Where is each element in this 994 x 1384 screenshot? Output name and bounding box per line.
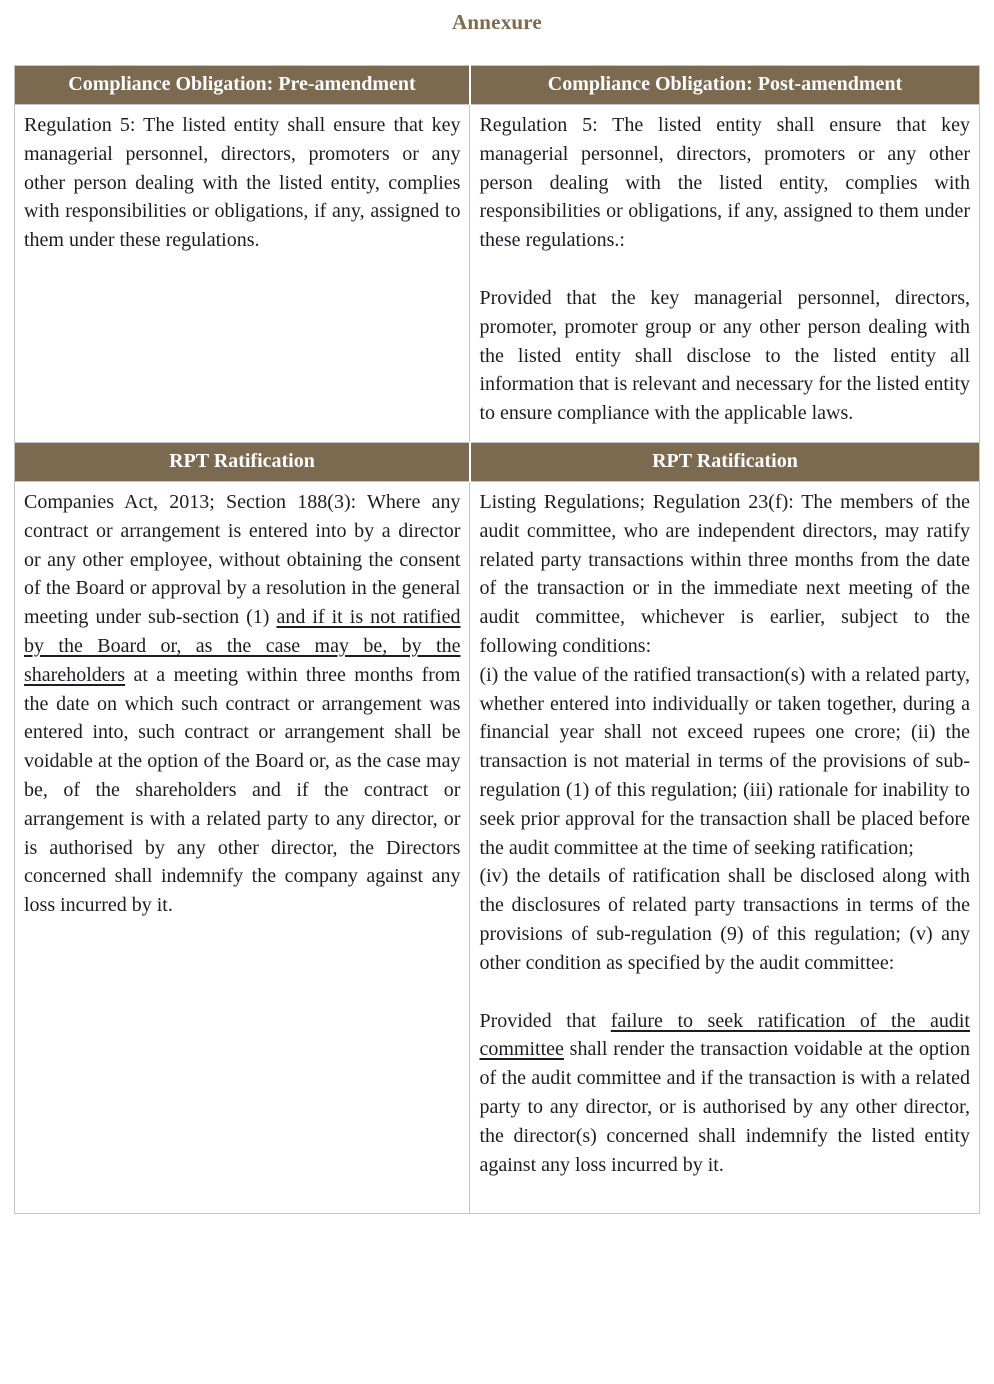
underlined-text-run: and if it is not ratified by the Board or, as the case may be, by the shareholders <box>24 606 461 686</box>
paragraph <box>479 661 970 863</box>
paragraph <box>479 488 970 661</box>
comparison-table <box>14 65 980 1214</box>
header-post-amendment: Compliance Obligation: Post-amendment <box>470 66 980 105</box>
text-run: Regulation 5: The listed entity shall ensure that key managerial personnel, directors, promoters or any other person dealing with the listed entity, complies with responsibilities or obligations, if any, assigned to them under these regulations. <box>24 114 461 252</box>
cell-regulation5-pre <box>15 105 470 443</box>
text-run: Companies Act, 2013; Section 188(3): Where any contract or arrangement is entered into by a director or any other employee, without obtaining the consent of the Board or approval by a resolution in the general meeting under sub-section (1) <box>24 490 461 629</box>
text-run: at a meeting within three months from the date on which such contract or arrangement was entered into, such contract or arrangement shall be voidable at the option of the Board or, as the case may be, of the shareholders and if the contract or arrangement is with a related party to any director, or is authorised by any other director, the Directors concerned shall indemnify the company against any loss incurred by it. <box>24 663 461 917</box>
cell-rpt-post <box>470 481 980 1213</box>
text-run: Provided that the key managerial personnel, directors, promoter, promoter group or any other person dealing with the listed entity shall disclose to the listed entity all information that is relevant and necessary for the listed entity to ensure compliance with the applicable laws. <box>479 286 970 425</box>
paragraph <box>479 1007 970 1180</box>
paragraph <box>479 862 970 977</box>
body-row-rpt-ratification <box>15 481 980 1213</box>
page-title: Annexure <box>452 10 542 34</box>
header-pre-amendment: Compliance Obligation: Pre-amendment <box>15 66 470 105</box>
header-rpt-left: RPT Ratification <box>15 442 470 481</box>
header-rpt-right: RPT Ratification <box>470 442 980 481</box>
underlined-text-run: failure to seek ratification of the audit committee <box>479 1009 970 1061</box>
paragraph <box>479 284 970 428</box>
text-run: (iv) the details of ratification shall be disclosed along with the disclosures of related party transactions in terms of the provisions of sub-regulation (9) of this regulation; (v) any other condition as specified by the audit committee: <box>479 865 970 974</box>
header-row-compliance <box>15 66 980 105</box>
text-run: (i) the value of the ratified transaction(s) with a related party, whether entered into individually or taken together, during a financial year shall not exceed rupees one crore; (ii) the transaction is not material in terms of the provisions of sub-regulation (1) of this regulation; (iii) rationale for inability to seek prior approval for the transaction shall be placed before the audit committee at the time of seeking ratification; <box>479 663 970 859</box>
header-row-rpt-ratification <box>15 442 980 481</box>
cell-regulation5-post <box>470 105 980 443</box>
paragraph <box>24 111 460 255</box>
text-run: shall render the transaction voidable at the option of the audit committee and if the transaction is with a related party to any director, or is authorised by any other director, the director(s) concerned shall indemnify the listed entity against any loss incurred by it. <box>479 1038 970 1176</box>
text-run: Listing Regulations; Regulation 23(f): The members of the audit committee, who are independent directors, may ratify related party transactions within three months from the date of the transaction or in the immediate next meeting of the audit committee, whichever is earlier, subject to the following conditions: <box>479 490 970 657</box>
text-run: Regulation 5: The listed entity shall ensure that key managerial personnel, directors, promoters or any other person dealing with the listed entity, complies with responsibilities or obligations, if any, assigned to them under these regulations.: <box>479 114 970 252</box>
text-run: Provided that <box>479 1009 611 1032</box>
paragraph <box>24 488 460 920</box>
cell-rpt-pre <box>15 481 470 1213</box>
body-row-regulation5 <box>15 105 980 443</box>
paragraph <box>479 111 970 255</box>
